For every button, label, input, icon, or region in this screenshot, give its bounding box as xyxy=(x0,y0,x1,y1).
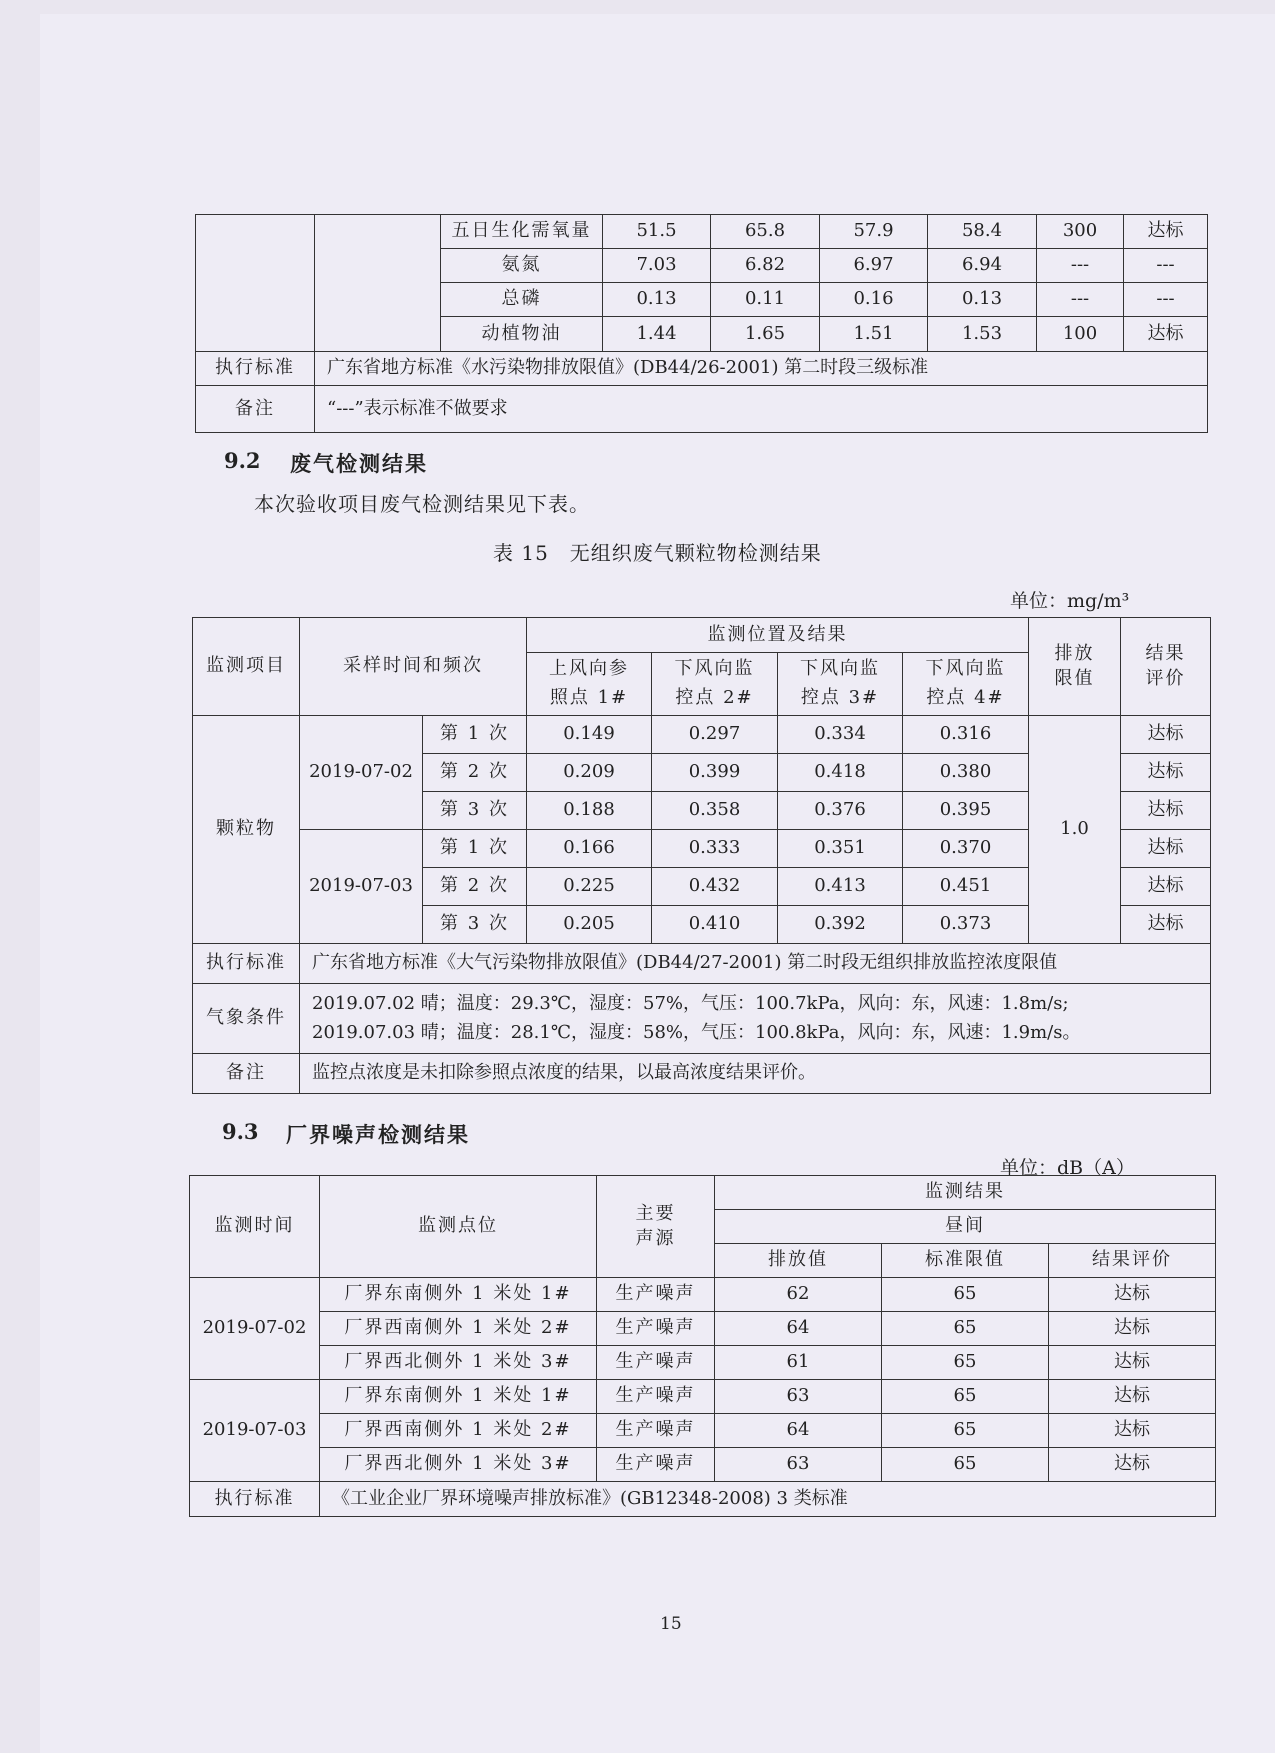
water-value: 0.11 xyxy=(711,283,820,317)
standard-label: 执行标准 xyxy=(196,352,315,386)
table-header-row xyxy=(190,1176,1216,1210)
water-value: 7.03 xyxy=(603,249,711,283)
weather-text xyxy=(300,984,1211,1054)
noise-eval: 达标 xyxy=(1049,1380,1216,1414)
water-value: 0.16 xyxy=(820,283,928,317)
noise-eval: 达标 xyxy=(1049,1448,1216,1482)
standard-text: 广东省地方标准《水污染物排放限值》(DB44/26-2001) 第二时段三级标准 xyxy=(315,352,1208,386)
noise-source: 生产噪声 xyxy=(597,1278,715,1312)
note-text: 监控点浓度是未扣除参照点浓度的结果，以最高浓度结果评价。 xyxy=(300,1054,1211,1094)
note-label: 备注 xyxy=(196,386,315,433)
water-item: 总磷 xyxy=(441,283,603,317)
water-eval: --- xyxy=(1124,283,1208,317)
section-paragraph: 本次验收项目废气检测结果见下表。 xyxy=(254,492,590,516)
value-cell: 0.149 xyxy=(527,716,652,754)
item-name: 颗粒物 xyxy=(193,716,300,944)
table-caption: 表 15 无组织废气颗粒物检测结果 xyxy=(493,541,822,565)
frequency: 第 3 次 xyxy=(423,906,527,944)
value-cell: 0.334 xyxy=(778,716,903,754)
sample-date: 2019-07-03 xyxy=(300,830,423,944)
weather-line-1: 2019.07.02 晴；温度：29.3℃，湿度：57%，气压：100.7kPa，风向：东，风速：1.8m/s; xyxy=(312,992,1069,1014)
noise-limit: 65 xyxy=(882,1414,1049,1448)
value-cell: 0.209 xyxy=(527,754,652,792)
header-time: 采样时间和频次 xyxy=(300,618,527,716)
noise-point: 厂界西北侧外 1 米处 3# xyxy=(320,1448,597,1482)
standard-text: 《工业企业厂界环境噪声排放标准》(GB12348-2008) 3 类标准 xyxy=(320,1482,1216,1517)
noise-point: 厂界西北侧外 1 米处 3# xyxy=(320,1346,597,1380)
value-cell: 0.225 xyxy=(527,868,652,906)
header-time: 监测时间 xyxy=(190,1176,320,1278)
header-point: 监测点位 xyxy=(320,1176,597,1278)
header-result: 监测结果 xyxy=(715,1176,1216,1210)
water-limit: 100 xyxy=(1037,317,1124,352)
noise-source: 生产噪声 xyxy=(597,1312,715,1346)
noise-limit: 65 xyxy=(882,1380,1049,1414)
value-cell: 0.370 xyxy=(903,830,1029,868)
noise-eval: 达标 xyxy=(1049,1278,1216,1312)
table-row xyxy=(193,716,1211,754)
water-item: 氨氮 xyxy=(441,249,603,283)
section-number: 9.3 xyxy=(222,1119,259,1144)
eval-cell: 达标 xyxy=(1121,716,1211,754)
noise-point: 厂界东南侧外 1 米处 1# xyxy=(320,1278,597,1312)
water-value: 6.94 xyxy=(928,249,1037,283)
value-cell: 0.451 xyxy=(903,868,1029,906)
noise-value: 64 xyxy=(715,1414,882,1448)
water-eval: 达标 xyxy=(1124,215,1208,249)
weather-label: 气象条件 xyxy=(193,984,300,1054)
eval-cell: 达标 xyxy=(1121,868,1211,906)
value-cell: 0.395 xyxy=(903,792,1029,830)
noise-limit: 65 xyxy=(882,1278,1049,1312)
header-item: 监测项目 xyxy=(193,618,300,716)
table-row xyxy=(190,1482,1216,1517)
noise-point: 厂界西南侧外 1 米处 2# xyxy=(320,1414,597,1448)
frequency: 第 1 次 xyxy=(423,716,527,754)
blank-cell xyxy=(315,215,441,352)
water-value: 0.13 xyxy=(603,283,711,317)
standard-label: 执行标准 xyxy=(190,1482,320,1517)
noise-limit: 65 xyxy=(882,1448,1049,1482)
value-cell: 0.376 xyxy=(778,792,903,830)
noise-value: 62 xyxy=(715,1278,882,1312)
water-eval: --- xyxy=(1124,249,1208,283)
header-day: 昼间 xyxy=(715,1210,1216,1244)
noise-source: 生产噪声 xyxy=(597,1414,715,1448)
weather-line-2: 2019.07.03 晴；温度：28.1℃，湿度：58%，气压：100.8kPa，风向：东，风速：1.9m/s。 xyxy=(312,1021,1081,1043)
noise-limit: 65 xyxy=(882,1312,1049,1346)
header-value: 排放值 xyxy=(715,1244,882,1278)
noise-eval: 达标 xyxy=(1049,1414,1216,1448)
value-cell: 0.410 xyxy=(652,906,778,944)
section-title: 厂界噪声检测结果 xyxy=(286,1122,470,1147)
water-limit: --- xyxy=(1037,249,1124,283)
header-point-2: 下风向监控点 2# xyxy=(652,653,778,716)
header-limit: 标准限值 xyxy=(882,1244,1049,1278)
water-value: 1.44 xyxy=(603,317,711,352)
noise-source: 生产噪声 xyxy=(597,1448,715,1482)
value-cell: 0.333 xyxy=(652,830,778,868)
value-cell: 0.188 xyxy=(527,792,652,830)
water-limit: --- xyxy=(1037,283,1124,317)
noise-point: 厂界西南侧外 1 米处 2# xyxy=(320,1312,597,1346)
noise-date: 2019-07-03 xyxy=(190,1380,320,1482)
header-point-1: 上风向参照点 1# xyxy=(527,653,652,716)
unit-label: 单位：mg/m³ xyxy=(1010,590,1130,612)
eval-cell: 达标 xyxy=(1121,792,1211,830)
header-limit: 排放限值 xyxy=(1029,618,1121,716)
noise-source: 生产噪声 xyxy=(597,1380,715,1414)
table-row xyxy=(193,1054,1211,1094)
table-row xyxy=(190,1380,1216,1414)
water-value: 51.5 xyxy=(603,215,711,249)
note-text: “---”表示标准不做要求 xyxy=(315,386,1208,433)
value-cell: 0.432 xyxy=(652,868,778,906)
water-item: 动植物油 xyxy=(441,317,603,352)
table-row xyxy=(190,1414,1216,1448)
gas-table xyxy=(192,617,1211,1094)
sample-date: 2019-07-02 xyxy=(300,716,423,830)
section-title: 废气检测结果 xyxy=(290,451,428,476)
water-value: 57.9 xyxy=(820,215,928,249)
water-value: 6.82 xyxy=(711,249,820,283)
noise-value: 63 xyxy=(715,1380,882,1414)
water-value: 1.53 xyxy=(928,317,1037,352)
eval-cell: 达标 xyxy=(1121,754,1211,792)
table-row xyxy=(190,1278,1216,1312)
eval-cell: 达标 xyxy=(1121,906,1211,944)
standard-label: 执行标准 xyxy=(193,944,300,984)
header-eval: 结果评价 xyxy=(1049,1244,1216,1278)
table-row xyxy=(193,984,1211,1054)
table-row xyxy=(196,386,1208,433)
noise-eval: 达标 xyxy=(1049,1312,1216,1346)
header-point-4: 下风向监控点 4# xyxy=(903,653,1029,716)
value-cell: 0.418 xyxy=(778,754,903,792)
frequency: 第 2 次 xyxy=(423,868,527,906)
table-row xyxy=(190,1346,1216,1380)
header-point-3: 下风向监控点 3# xyxy=(778,653,903,716)
water-value: 1.65 xyxy=(711,317,820,352)
noise-limit: 65 xyxy=(882,1346,1049,1380)
table-row xyxy=(190,1448,1216,1482)
page-number: 15 xyxy=(660,1614,682,1634)
section-number: 9.2 xyxy=(224,448,261,473)
value-cell: 0.399 xyxy=(652,754,778,792)
eval-cell: 达标 xyxy=(1121,830,1211,868)
header-source: 主要声源 xyxy=(597,1176,715,1278)
noise-point: 厂界东南侧外 1 米处 1# xyxy=(320,1380,597,1414)
noise-value: 61 xyxy=(715,1346,882,1380)
frequency: 第 1 次 xyxy=(423,830,527,868)
table-row xyxy=(190,1312,1216,1346)
value-cell: 0.166 xyxy=(527,830,652,868)
noise-date: 2019-07-02 xyxy=(190,1278,320,1380)
frequency: 第 2 次 xyxy=(423,754,527,792)
blank-cell xyxy=(196,215,315,352)
water-value: 0.13 xyxy=(928,283,1037,317)
water-value: 6.97 xyxy=(820,249,928,283)
water-item: 五日生化需氧量 xyxy=(441,215,603,249)
value-cell: 0.297 xyxy=(652,716,778,754)
standard-text: 广东省地方标准《大气污染物排放限值》(DB44/27-2001) 第二时段无组织排放监控浓度限值 xyxy=(300,944,1211,984)
frequency: 第 3 次 xyxy=(423,792,527,830)
water-value: 58.4 xyxy=(928,215,1037,249)
value-cell: 0.413 xyxy=(778,868,903,906)
value-cell: 0.351 xyxy=(778,830,903,868)
value-cell: 0.358 xyxy=(652,792,778,830)
unit-label: 单位：dB（A） xyxy=(1000,1157,1135,1179)
noise-source: 生产噪声 xyxy=(597,1346,715,1380)
value-cell: 0.380 xyxy=(903,754,1029,792)
value-cell: 0.392 xyxy=(778,906,903,944)
water-limit: 300 xyxy=(1037,215,1124,249)
header-eval: 结果评价 xyxy=(1121,618,1211,716)
value-cell: 0.373 xyxy=(903,906,1029,944)
noise-eval: 达标 xyxy=(1049,1346,1216,1380)
water-value: 65.8 xyxy=(711,215,820,249)
table-row xyxy=(196,352,1208,386)
header-position: 监测位置及结果 xyxy=(527,618,1029,653)
noise-value: 64 xyxy=(715,1312,882,1346)
noise-table xyxy=(189,1175,1216,1517)
limit-value: 1.0 xyxy=(1029,716,1121,944)
noise-value: 63 xyxy=(715,1448,882,1482)
water-value: 1.51 xyxy=(820,317,928,352)
table-row xyxy=(193,944,1211,984)
value-cell: 0.316 xyxy=(903,716,1029,754)
note-label: 备注 xyxy=(193,1054,300,1094)
table-row xyxy=(196,215,1208,249)
water-quality-table xyxy=(195,214,1208,433)
table-header-row xyxy=(193,618,1211,653)
water-eval: 达标 xyxy=(1124,317,1208,352)
value-cell: 0.205 xyxy=(527,906,652,944)
